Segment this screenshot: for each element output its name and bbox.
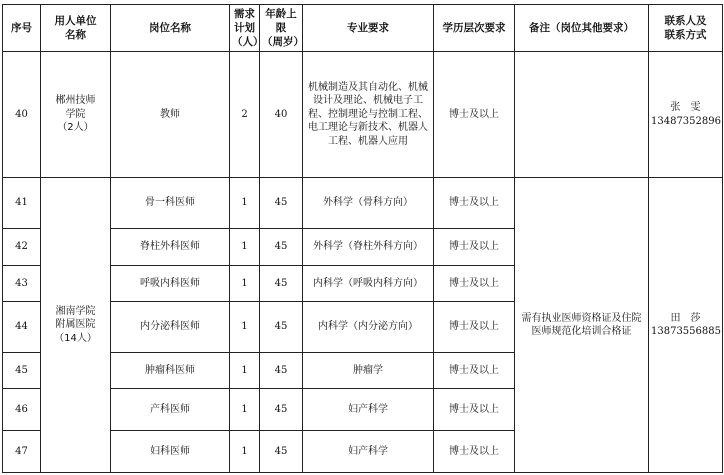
cell-edu: 博士及以上 <box>434 431 515 473</box>
cell-position: 妇科医师 <box>111 431 230 473</box>
cell-edu: 博士及以上 <box>434 178 515 229</box>
cell-plan: 1 <box>230 229 260 266</box>
cell-unit: 郴州技师 学院 （2人） <box>41 52 111 178</box>
cell-plan: 1 <box>230 353 260 389</box>
cell-edu: 博士及以上 <box>434 353 515 389</box>
cell-seq: 43 <box>3 266 41 302</box>
header-note: 备注（岗位其他要求） <box>515 5 649 52</box>
cell-seq: 45 <box>3 353 41 389</box>
cell-age: 45 <box>260 353 303 389</box>
cell-seq: 46 <box>3 389 41 431</box>
header-age: 年龄上限 （周岁） <box>260 5 303 52</box>
header-major: 专业要求 <box>303 5 434 52</box>
cell-age: 45 <box>260 266 303 302</box>
cell-position: 肿瘤科医师 <box>111 353 230 389</box>
cell-major: 肿瘤学 <box>303 353 434 389</box>
cell-major: 妇产科学 <box>303 389 434 431</box>
header-edu: 学历层次要求 <box>434 5 515 52</box>
cell-age: 45 <box>260 389 303 431</box>
cell-edu: 博士及以上 <box>434 52 515 178</box>
cell-seq: 40 <box>3 52 41 178</box>
table-row <box>3 52 723 178</box>
cell-major: 内科学（呼吸内科方向） <box>303 266 434 302</box>
cell-age: 45 <box>260 302 303 353</box>
cell-position: 教师 <box>111 52 230 178</box>
header-position: 岗位名称 <box>111 5 230 52</box>
cell-plan: 1 <box>230 302 260 353</box>
cell-plan: 1 <box>230 431 260 473</box>
table-row <box>3 178 723 229</box>
cell-seq: 42 <box>3 229 41 266</box>
cell-major: 妇产科学 <box>303 431 434 473</box>
cell-note <box>515 52 649 178</box>
cell-note: 需有执业医师资格证及住院医师规范化培训合格证 <box>515 178 649 473</box>
cell-major: 外科学（骨科方向） <box>303 178 434 229</box>
cell-age: 45 <box>260 178 303 229</box>
recruitment-table <box>2 4 723 473</box>
cell-position: 呼吸内科医师 <box>111 266 230 302</box>
cell-position: 脊柱外科医师 <box>111 229 230 266</box>
header-seq: 序号 <box>3 5 41 52</box>
cell-edu: 博士及以上 <box>434 229 515 266</box>
cell-age: 45 <box>260 229 303 266</box>
cell-major: 外科学（脊柱外科方向） <box>303 229 434 266</box>
cell-age: 40 <box>260 52 303 178</box>
cell-position: 内分泌科医师 <box>111 302 230 353</box>
cell-plan: 1 <box>230 266 260 302</box>
cell-seq: 41 <box>3 178 41 229</box>
header-contact: 联系人及 联系方式 <box>649 5 723 52</box>
cell-seq: 44 <box>3 302 41 353</box>
cell-plan: 1 <box>230 389 260 431</box>
header-plan: 需求 计划 （人） <box>230 5 260 52</box>
cell-plan: 1 <box>230 178 260 229</box>
cell-plan: 2 <box>230 52 260 178</box>
cell-edu: 博士及以上 <box>434 389 515 431</box>
cell-seq: 47 <box>3 431 41 473</box>
cell-edu: 博士及以上 <box>434 266 515 302</box>
cell-edu: 博士及以上 <box>434 302 515 353</box>
header-unit: 用人单位 名称 <box>41 5 111 52</box>
cell-position: 骨一科医师 <box>111 178 230 229</box>
header-row <box>3 5 723 52</box>
cell-age: 45 <box>260 431 303 473</box>
cell-contact: 张 雯 13487352896 <box>649 52 723 178</box>
cell-major: 内科学（内分泌方向） <box>303 302 434 353</box>
cell-position: 产科医师 <box>111 389 230 431</box>
cell-contact: 田 莎 13873556885 <box>649 178 723 473</box>
cell-major: 机械制造及其自动化、机械设计及理论、机械电子工程、控制理论与控制工程、电工理论与新技术、机器人工程、机器人应用 <box>303 52 434 178</box>
cell-unit: 湘南学院 附属医院 （14人） <box>41 178 111 473</box>
